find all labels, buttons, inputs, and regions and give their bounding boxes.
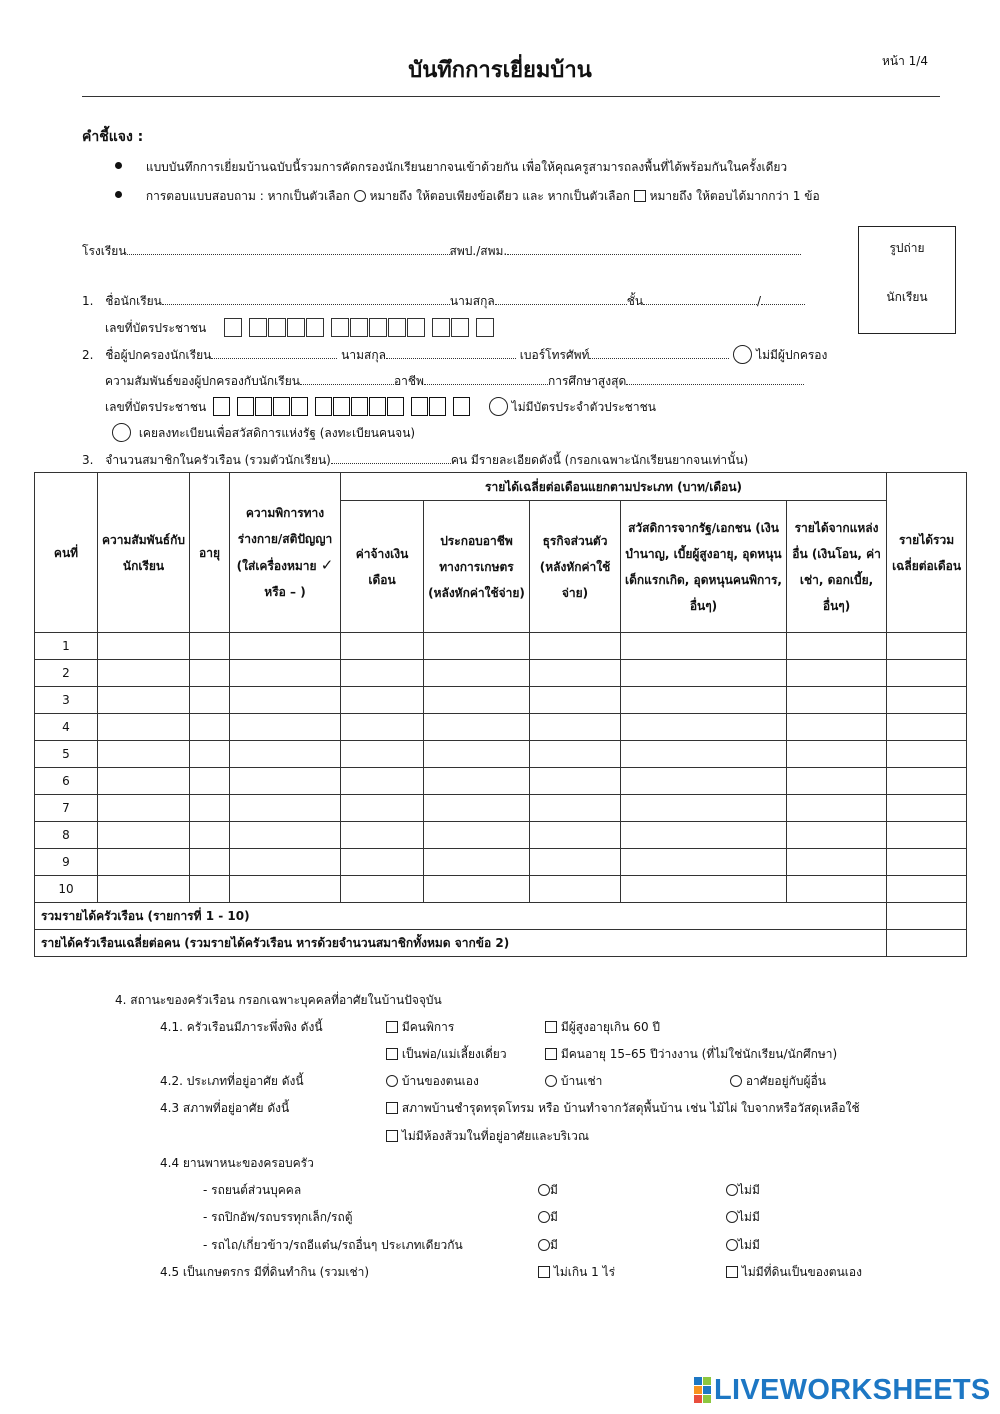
area-field[interactable] [507, 244, 801, 255]
col-header-disability-end: หรือ – ) [264, 585, 306, 599]
table-row [35, 660, 967, 687]
student-id-label: เลขที่บัตรประชาชน [105, 321, 207, 335]
vehicle-tractor-no[interactable] [726, 1236, 760, 1255]
header-divider [82, 96, 940, 97]
radio-icon[interactable] [545, 1075, 557, 1087]
table-row [35, 714, 967, 741]
row-number: 6 [35, 768, 98, 795]
row-number: 4 [35, 714, 98, 741]
guardian-id-boxes[interactable] [213, 397, 471, 416]
average-value-cell[interactable] [887, 930, 967, 957]
table-row [35, 687, 967, 714]
occupation-field[interactable] [424, 374, 548, 385]
row-number: 2 [35, 660, 98, 687]
page-number: หน้า 1/4 [882, 54, 928, 68]
checkbox-icon[interactable] [386, 1021, 398, 1033]
option-label: อาศัยอยู่กับผู้อื่น [745, 1074, 826, 1088]
radio-icon[interactable] [726, 1239, 738, 1251]
option-label: ไม่มี [738, 1210, 760, 1224]
s41-option-unemployed[interactable] [545, 1045, 837, 1064]
grade-label: ชั้น [626, 294, 644, 308]
sum-value-cell[interactable] [887, 903, 967, 930]
option-label: มี [550, 1183, 558, 1197]
guardian-id-label: เลขที่บัตรประชาชน [105, 400, 207, 414]
instruction-2 [115, 187, 820, 206]
relation-label: ความสัมพันธ์ของผู้ปกครองกับนักเรียน [105, 374, 300, 388]
table-row [35, 795, 967, 822]
education-field[interactable] [626, 374, 804, 385]
no-guardian-label: ไม่มีผู้ปกครอง [756, 348, 828, 362]
liveworksheets-logo [694, 1374, 991, 1406]
q1-number: 1. [82, 294, 94, 308]
col-header-relation: ความสัมพันธ์กับนักเรียน [98, 473, 190, 633]
q2-id-row [105, 397, 656, 417]
col-header-other-income: รายได้จากแหล่งอื่น (เงินโอน, ค่าเช่า, ดอกเบี้ย, อื่นๆ) [787, 501, 887, 633]
row-number: 9 [35, 849, 98, 876]
option-label: สภาพบ้านชำรุดทรุดโทรม หรือ บ้านทำจากวัสดุพื้นบ้าน เช่น ไม้ไผ่ ใบจากหรือวัสดุเหลือใช้ [401, 1101, 860, 1115]
row-number: 1 [35, 633, 98, 660]
vehicle-tractor-yes[interactable] [538, 1236, 558, 1255]
guardian-name-field[interactable] [211, 348, 337, 359]
q2-relation-row [105, 372, 804, 391]
option-label: ไม่มีที่ดินเป็นของตนเอง [741, 1265, 862, 1279]
household-members-label: จำนวนสมาชิกในครัวเรือน (รวมตัวนักเรียน) [105, 453, 331, 467]
radio-icon[interactable] [538, 1239, 550, 1251]
table-row [35, 849, 967, 876]
s42-option-own-house[interactable] [386, 1072, 479, 1091]
s45-label: 4.5 เป็นเกษตรกร มีที่ดินทำกิน (รวมเช่า) [160, 1265, 370, 1279]
guardian-phone-field[interactable] [589, 348, 729, 359]
grade-field[interactable] [643, 294, 757, 305]
s43-option-no-toilet[interactable] [386, 1127, 589, 1146]
sum-row [35, 903, 967, 930]
option-label: บ้านเช่า [560, 1074, 603, 1088]
s45-option-no-own-land[interactable] [726, 1263, 862, 1282]
logo-blocks-icon [694, 1377, 711, 1403]
section4-title: 4. สถานะของครัวเรือน กรอกเฉพาะบุคคลที่อาศัยในบ้านปัจจุบัน [115, 993, 442, 1007]
student-photo-box[interactable] [858, 226, 956, 334]
guardian-surname-label: นามสกุล [341, 348, 386, 362]
s41-option-disabled[interactable] [386, 1018, 454, 1037]
col-header-total: รายได้รวมเฉลี่ยต่อเดือน [887, 473, 967, 633]
option-label: มีผู้สูงอายุเกิน 60 ปี [560, 1020, 661, 1034]
household-members-suffix: คน มีรายละเอียดดังนี้ (กรอกเฉพาะนักเรียนยากจนเท่านั้น) [450, 453, 749, 467]
guardian-surname-field[interactable] [386, 348, 516, 359]
page-title: บันทึกการเยี่ยมบ้าน [408, 58, 592, 83]
row-number: 10 [35, 876, 98, 903]
s41-option-single-parent[interactable] [386, 1045, 507, 1064]
student-surname-label: นามสกุล [449, 294, 495, 308]
col-header-business: ธุรกิจส่วนตัว (หลังหักค่าใช้จ่าย) [530, 501, 621, 633]
option-label: ไม่มี [738, 1238, 760, 1252]
area-label: สพป./สพม. [449, 244, 508, 258]
s42-option-rent[interactable] [545, 1072, 602, 1091]
relation-field[interactable] [300, 374, 394, 385]
col-header-no: คนที่ [35, 473, 98, 633]
vehicle-pickup-no[interactable] [726, 1208, 760, 1227]
q1-id-row [105, 318, 495, 338]
s41-option-elderly[interactable] [545, 1018, 660, 1037]
s42-label: 4.2. ประเภทที่อยู่อาศัย ดังนี้ [160, 1074, 304, 1088]
student-surname-field[interactable] [495, 294, 627, 305]
option-label: บ้านของตนเอง [401, 1074, 479, 1088]
grade-slash: / [757, 294, 762, 308]
radio-icon[interactable] [726, 1211, 738, 1223]
table-row [35, 633, 967, 660]
s41-label: 4.1. ครัวเรือนมีภาระพึ่งพิง ดังนี้ [160, 1020, 323, 1034]
room-field[interactable] [761, 294, 805, 305]
checkbox-icon[interactable] [545, 1021, 557, 1033]
vehicle-car-no[interactable] [726, 1181, 760, 1200]
col-header-disability [230, 473, 341, 633]
school-field[interactable] [127, 244, 450, 255]
vehicle-pickup-yes[interactable] [538, 1208, 558, 1227]
q1-row [82, 292, 805, 311]
sum-label: รวมรายได้ครัวเรือน (รายการที่ 1 - 10) [35, 903, 887, 930]
bullet-icon [115, 162, 122, 169]
vehicle-pickup-label: - รถปิกอัพ/รถบรรทุกเล็ก/รถตู้ [203, 1210, 353, 1224]
col-header-disability-text: ความพิการทางร่างกาย/สติปัญญา (ใส่เครื่องหมาย [236, 506, 333, 573]
student-name-field[interactable] [162, 294, 450, 305]
household-members-field[interactable] [331, 453, 451, 464]
instructions-heading: คำชี้แจง : [82, 129, 144, 145]
s42-option-live-with-others[interactable] [730, 1072, 826, 1091]
photo-label-1: รูปถ่าย [889, 241, 925, 255]
guardian-phone-label: เบอร์โทรศัพท์ [519, 348, 590, 362]
welfare-registered-radio[interactable] [112, 423, 131, 442]
radio-icon[interactable] [730, 1075, 742, 1087]
col-header-welfare: สวัสดิการจากรัฐ/เอกชน (เงินบำนาญ, เบี้ยผู้สูงอายุ, อุดหนุนเด็กแรกเกิด, อุดหนุนคนพิการ, อื่นๆ) [621, 501, 787, 633]
table-row [35, 876, 967, 903]
option-label: มี [550, 1210, 558, 1224]
s45-option-under-1-rai[interactable] [538, 1263, 615, 1282]
vehicle-car-label: - รถยนต์ส่วนบุคคล [203, 1183, 302, 1197]
vehicle-tractor-label: - รถไถ/เกี่ยวข้าว/รถอีแต๋น/รถอื่นๆ ประเภทเดียวกัน [203, 1238, 463, 1252]
table-row [35, 822, 967, 849]
table-row [35, 741, 967, 768]
row-number: 3 [35, 687, 98, 714]
radio-icon[interactable] [538, 1211, 550, 1223]
checkbox-icon[interactable] [726, 1266, 738, 1278]
s43-label: 4.3 สภาพที่อยู่อาศัย ดังนี้ [160, 1101, 290, 1115]
radio-icon[interactable] [386, 1075, 398, 1087]
option-label: มี [550, 1238, 558, 1252]
check-mark-icon: ✓ [320, 556, 334, 574]
checkbox-square-icon [634, 190, 646, 202]
option-label: ไม่มี [738, 1183, 760, 1197]
photo-label-2: นักเรียน [886, 290, 928, 304]
no-guardian-radio[interactable] [733, 345, 752, 364]
no-id-card-radio[interactable] [489, 397, 508, 416]
school-label: โรงเรียน [82, 244, 127, 258]
instruction-2-text-a: การตอบแบบสอบถาม : หากเป็นตัวเลือก [145, 189, 350, 203]
welfare-row [112, 423, 415, 443]
q2-number: 2. [82, 348, 94, 362]
q2-row [82, 345, 827, 365]
student-id-boxes[interactable] [224, 318, 495, 337]
row-number: 5 [35, 741, 98, 768]
option-label: ไม่เกิน 1 ไร่ [553, 1265, 616, 1279]
checkbox-icon[interactable] [545, 1048, 557, 1060]
table-row [35, 768, 967, 795]
instruction-2-text-b: หมายถึง ให้ตอบเพียงข้อเดียว และ หากเป็นตัวเลือก [369, 189, 630, 203]
checkbox-icon[interactable] [386, 1048, 398, 1060]
col-header-wage: ค่าจ้างเงินเดือน [341, 501, 424, 633]
instruction-2-text-c: หมายถึง ให้ตอบได้มากกว่า 1 ข้อ [649, 189, 820, 203]
no-id-card-label: ไม่มีบัตรประจำตัวประชาชน [511, 400, 656, 414]
occupation-label: อาชีพ [393, 374, 424, 388]
instruction-1-text: แบบบันทึกการเยี่ยมบ้านฉบับนี้รวมการคัดกรองนักเรียนยากจนเข้าด้วยกัน เพื่อให้คุณครูสามารถลงพื้นที่ได้พร้อมกันในครั้งเดียว [145, 160, 788, 174]
radio-circle-icon [354, 190, 366, 202]
average-row [35, 930, 967, 957]
checkbox-icon[interactable] [538, 1266, 550, 1278]
option-label: เป็นพ่อ/แม่เลี้ยงเดี่ยว [401, 1047, 507, 1061]
s44-label: 4.4 ยานพาหนะของครอบครัว [160, 1156, 314, 1170]
option-label: ไม่มีห้องส้วมในที่อยู่อาศัยและบริเวณ [401, 1129, 590, 1143]
q3-number: 3. [82, 453, 94, 467]
s43-option-dilapidated[interactable] [386, 1099, 860, 1118]
option-label: มีคนพิการ [401, 1020, 455, 1034]
col-header-agriculture: ประกอบอาชีพทางการเกษตร (หลังหักค่าใช้จ่าย) [424, 501, 530, 633]
guardian-name-label: ชื่อผู้ปกครองนักเรียน [105, 348, 212, 362]
radio-icon[interactable] [726, 1184, 738, 1196]
education-label: การศึกษาสูงสุด [547, 374, 627, 388]
option-label: มีคนอายุ 15–65 ปีว่างงาน (ที่ไม่ใช่นักเรียน/นักศึกษา) [560, 1047, 838, 1061]
vehicle-car-yes[interactable] [538, 1181, 558, 1200]
average-label: รายได้ครัวเรือนเฉลี่ยต่อคน (รวมรายได้ครัวเรือน หารด้วยจำนวนสมาชิกทั้งหมด จากข้อ 2) [35, 930, 887, 957]
instruction-1 [115, 158, 787, 177]
logo-text: LIVEWORKSHEETS [714, 1373, 991, 1406]
q3-row [82, 451, 748, 470]
row-number: 7 [35, 795, 98, 822]
school-row [82, 242, 801, 261]
col-header-age: อายุ [190, 473, 230, 633]
student-name-label: ชื่อนักเรียน [105, 294, 162, 308]
welfare-label: เคยลงทะเบียนเพื่อสวัสดิการแห่งรัฐ (ลงทะเบียนคนจน) [138, 426, 416, 440]
household-income-table [34, 472, 967, 957]
income-group-header: รายได้เฉลี่ยต่อเดือนแยกตามประเภท (บาท/เดือน) [341, 473, 887, 501]
radio-icon[interactable] [538, 1184, 550, 1196]
checkbox-icon[interactable] [386, 1130, 398, 1142]
bullet-icon [115, 191, 122, 198]
checkbox-icon[interactable] [386, 1102, 398, 1114]
row-number: 8 [35, 822, 98, 849]
